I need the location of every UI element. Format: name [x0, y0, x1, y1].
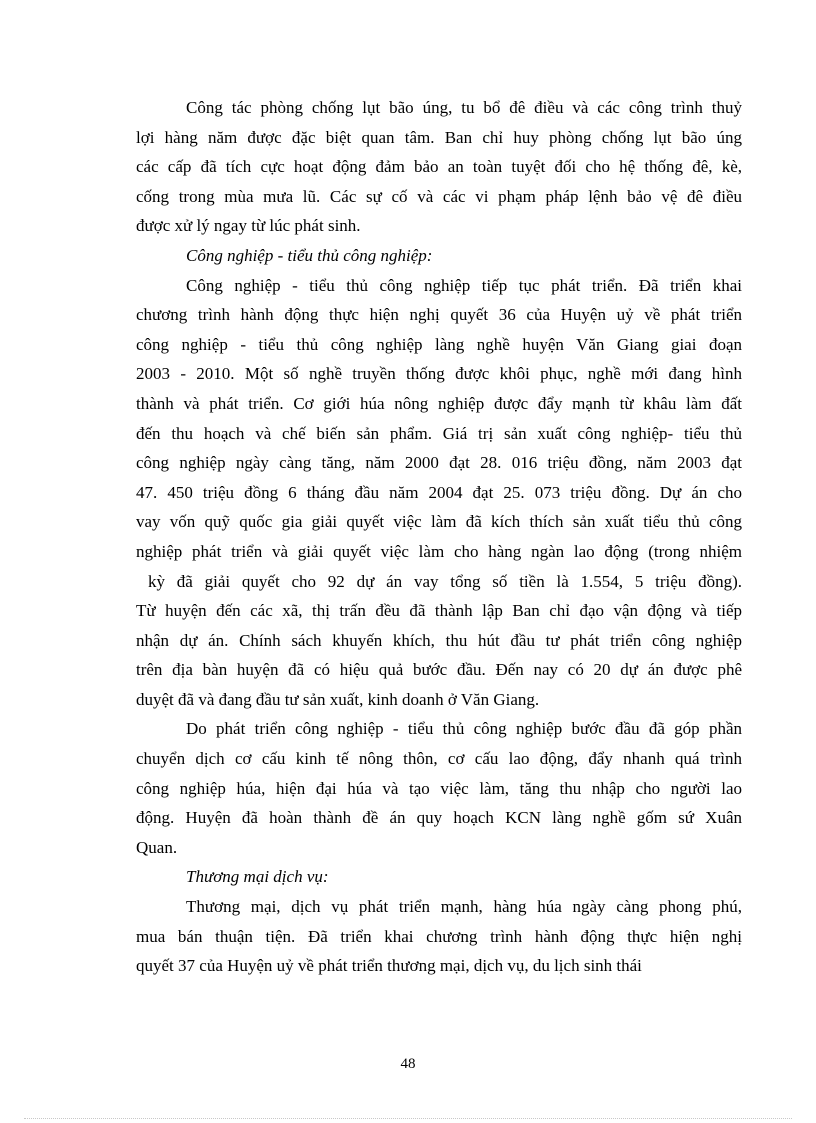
- text-line: chương trình hành động thực hiện nghị quyết 36 của Huyện uỷ về phát triển: [136, 305, 742, 325]
- text-line: Công nghiệp - tiểu thủ công nghiệp tiếp tục phát triển. Đã triển khai: [186, 275, 742, 295]
- text-line: nghiệp phát triển và giải quyết việc làm cho hàng ngàn lao động (trong nhiệm: [136, 541, 742, 561]
- text-line: mua bán thuận tiện. Đã triển khai chương trình hành động thực hiện nghị: [136, 926, 742, 946]
- text-line: thành và phát triển. Cơ giới húa nông nghiệp được đẩy mạnh từ khâu làm đất: [136, 393, 742, 413]
- text-line: được xử lý ngay từ lúc phát sinh.: [136, 216, 361, 236]
- page-bottom-rule: [24, 1118, 792, 1119]
- body-text: [136, 93, 742, 981]
- text-line: 47. 450 triệu đồng 6 tháng đầu năm 2004 đạt 25. 073 triệu đồng. Dự án cho: [136, 482, 742, 502]
- text-line: vay vốn quỹ quốc gia giải quyết việc làm đã kích thích sản xuất tiểu thủ công: [136, 512, 742, 532]
- text-line: duyệt đã và đang đầu tư sản xuất, kinh doanh ở Văn Giang.: [136, 689, 540, 709]
- text-line: Do phát triển công nghiệp - tiểu thủ công nghiệp bước đầu đã góp phần: [186, 719, 742, 739]
- text-line: công nghiệp húa, hiện đại húa và tạo việc làm, tăng thu nhập cho người lao: [136, 778, 742, 798]
- text-line: đến thu hoạch và chế biến sản phẩm. Giá trị sản xuất công nghiệp- tiểu thủ: [136, 423, 742, 443]
- text-line: 2003 - 2010. Một số nghề truyền thống được khôi phục, nghề mới đang hình: [136, 364, 742, 384]
- text-line: kỳ đã giải quyết cho 92 dự án vay tổng số tiền là 1.554, 5 triệu đồng).: [148, 571, 742, 591]
- text-line: Quan.: [136, 837, 178, 857]
- text-line: Công tác phòng chống lụt bão úng, tu bổ đê điều và các công trình thuỷ: [186, 98, 742, 117]
- text-line: trên địa bàn huyện đã có hiệu quả bước đầu. Đến nay có 20 dự án được phê: [136, 660, 742, 680]
- text-line: động. Huyện đã hoàn thành đề án quy hoạch KCN làng nghề gốm sứ Xuân: [136, 808, 742, 828]
- text-line: quyết 37 của Huyện uỷ về phát triển thương mại, dịch vụ, du lịch sinh thái: [136, 956, 642, 976]
- page-number: 48: [400, 1056, 416, 1072]
- text-line: chuyển dịch cơ cấu kinh tế nông thôn, cơ cấu lao động, đẩy nhanh quá trình: [136, 749, 742, 769]
- text-line: các cấp đã tích cực hoạt động đảm bảo an toàn tuyệt đối cho hệ thống đê, kè,: [136, 157, 742, 177]
- text-line: lợi hàng năm được đặc biệt quan tâm. Ban chỉ huy phòng chống lụt bão úng: [136, 127, 742, 147]
- text-line: công nghiệp ngày càng tăng, năm 2000 đạt 28. 016 triệu đồng, năm 2003 đạt: [136, 453, 742, 473]
- text-line: Từ huyện đến các xã, thị trấn đều đã thành lập Ban chỉ đạo vận động và tiếp: [136, 601, 742, 621]
- text-line: cống trong mùa mưa lũ. Các sự cố và các vi phạm pháp lệnh bảo vệ đê điều: [136, 186, 742, 206]
- section-heading: Công nghiệp - tiểu thủ công nghiệp:: [186, 245, 433, 265]
- text-line: Thương mại, dịch vụ phát triển mạnh, hàng húa ngày càng phong phú,: [186, 897, 742, 917]
- text-line: nhận dự án. Chính sách khuyến khích, thu hút đầu tư phát triển công nghiệp: [136, 630, 742, 650]
- section-heading: Thương mại dịch vụ:: [186, 867, 329, 887]
- text-line: công nghiệp - tiểu thủ công nghiệp làng nghề huyện Văn Giang giai đoạn: [136, 334, 742, 354]
